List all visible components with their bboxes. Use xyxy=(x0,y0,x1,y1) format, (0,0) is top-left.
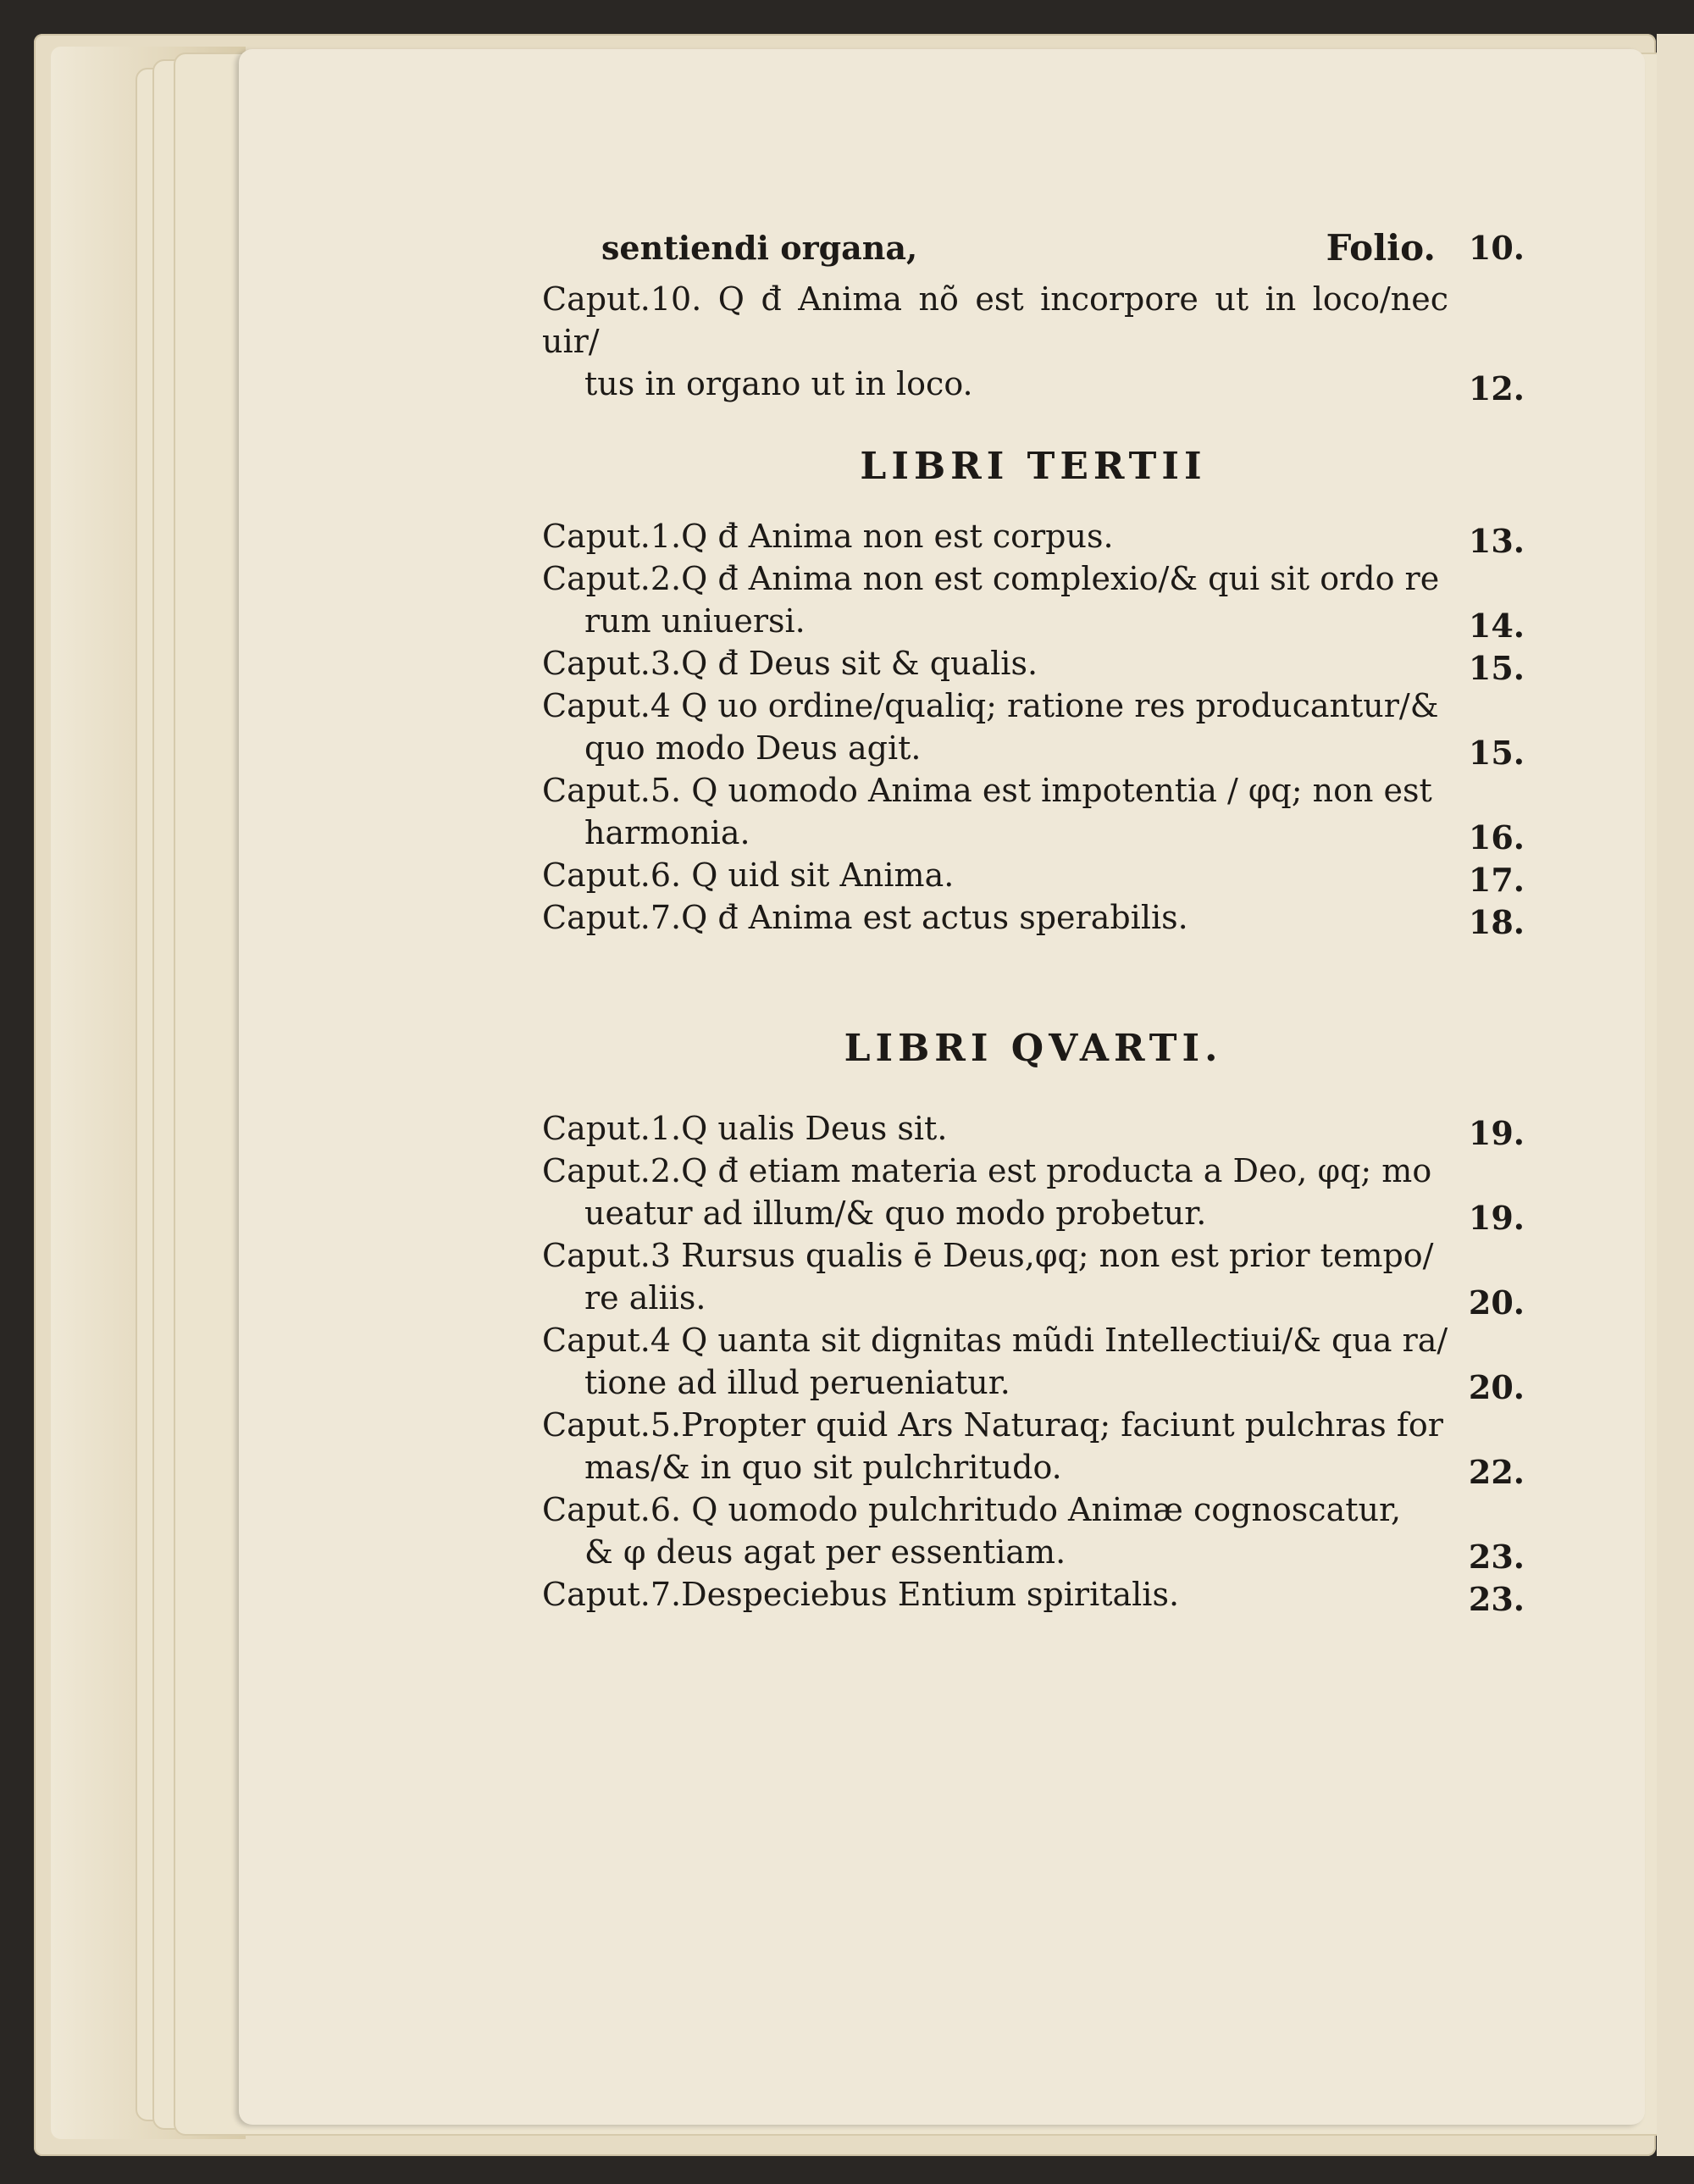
folio-number: 23. xyxy=(1468,1580,1525,1618)
folio-number: 23. xyxy=(1468,1538,1525,1576)
folio-number: 20. xyxy=(1468,1283,1525,1322)
entry-line-2: re aliis. xyxy=(584,1279,706,1316)
entry-line-2: rum uniuersi. xyxy=(584,602,805,640)
facing-page-edge xyxy=(1657,34,1694,2156)
table-of-contents xyxy=(542,227,1525,1616)
folio-label: Folio. xyxy=(1326,227,1436,269)
entry-line-1: Caput.3.Q đ Deus sit & qualis. xyxy=(542,645,1038,682)
toc-entry xyxy=(542,854,1525,899)
entry-text: sentiendi organa, xyxy=(601,229,918,267)
entry-line-1: Caput.5. Q uomodo Anima est impotentia / φq; non est xyxy=(542,772,1432,809)
toc-entry xyxy=(542,769,1525,854)
entry-line-2: quo modo Deus agit. xyxy=(584,729,922,767)
toc-entry xyxy=(542,515,1525,560)
folio-number: 10. xyxy=(1468,229,1525,267)
folio-number: 15. xyxy=(1468,649,1525,687)
toc-entry xyxy=(542,1234,1525,1322)
toc-entry xyxy=(542,1404,1525,1491)
folio-number: 22. xyxy=(1468,1453,1525,1491)
entry-line-1: Caput.5.Propter quid Ars Naturaq; faciunt pulchras for xyxy=(542,1406,1443,1444)
entry-line-2: harmonia. xyxy=(584,814,750,851)
entry-line-1: Caput.10. Q đ Anima nõ est incorpore ut in loco/nec uir/ xyxy=(542,280,1448,360)
entry-line-1: Caput.1.Q đ Anima non est corpus. xyxy=(542,518,1114,555)
folio-number: 15. xyxy=(1468,734,1525,772)
toc-entry xyxy=(542,1150,1525,1237)
entry-line-1: Caput.1.Q ualis Deus sit. xyxy=(542,1110,948,1147)
toc-entry xyxy=(542,1488,1525,1576)
entry-line-2: ueatur ad illum/& quo modo probetur. xyxy=(584,1195,1207,1232)
entry-line-1: Caput.7.Despeciebus Entium spiritalis. xyxy=(542,1576,1180,1613)
folio-number: 16. xyxy=(1468,818,1525,856)
toc-entry xyxy=(542,896,1525,939)
entry-line-2: mas/& in quo sit pulchritudo. xyxy=(584,1449,1062,1486)
folio-number: 20. xyxy=(1468,1368,1525,1406)
toc-entry xyxy=(542,557,1525,645)
entry-line-1: Caput.6. Q uid sit Anima. xyxy=(542,856,955,894)
entry-line-1: Caput.2.Q đ Anima non est complexio/& qui sit ordo re xyxy=(542,560,1440,597)
toc-entry xyxy=(542,1573,1525,1616)
entry-line-1: Caput.2.Q đ etiam materia est producta a Deo, φq; mo xyxy=(542,1152,1432,1189)
folio-number: 19. xyxy=(1468,1199,1525,1237)
toc-entry xyxy=(542,642,1525,685)
folio-number: 17. xyxy=(1468,861,1525,899)
folio-number: 18. xyxy=(1468,903,1525,941)
toc-entry xyxy=(542,1107,1525,1150)
toc-entry xyxy=(542,685,1525,772)
entry-line-1: Caput.7.Q đ Anima est actus sperabilis. xyxy=(542,899,1188,936)
entry-line-2: & φ deus agat per essentiam. xyxy=(584,1533,1066,1571)
folio-number: 14. xyxy=(1468,607,1525,645)
folio-number: 12. xyxy=(1468,369,1525,407)
toc-entry xyxy=(542,1319,1525,1404)
entry-line-1: Caput.4 Q uo ordine/qualiq; ratione res producantur/& xyxy=(542,687,1439,724)
entry-line-1: Caput.4 Q uanta sit dignitas mũdi Intellectiui/& qua ra/ xyxy=(542,1322,1448,1359)
entry-line-1: Caput.6. Q uomodo pulchritudo Animæ cognoscatur, xyxy=(542,1491,1402,1528)
folio-number: 19. xyxy=(1468,1114,1525,1152)
toc-entry xyxy=(542,278,1525,405)
entry-line-1: Caput.3 Rursus qualis ē Deus,φq; non est prior tempo/ xyxy=(542,1237,1434,1274)
continued-entry xyxy=(542,227,1525,278)
section-heading-book3: LIBRI TERTII xyxy=(860,445,1207,488)
folio-number: 13. xyxy=(1468,522,1525,560)
section-heading-book4: LIBRI QVARTI. xyxy=(844,1027,1223,1070)
entry-line-2: tus in organo ut in loco. xyxy=(584,365,973,402)
entry-line-2: tione ad illud perueniatur. xyxy=(584,1364,1010,1401)
